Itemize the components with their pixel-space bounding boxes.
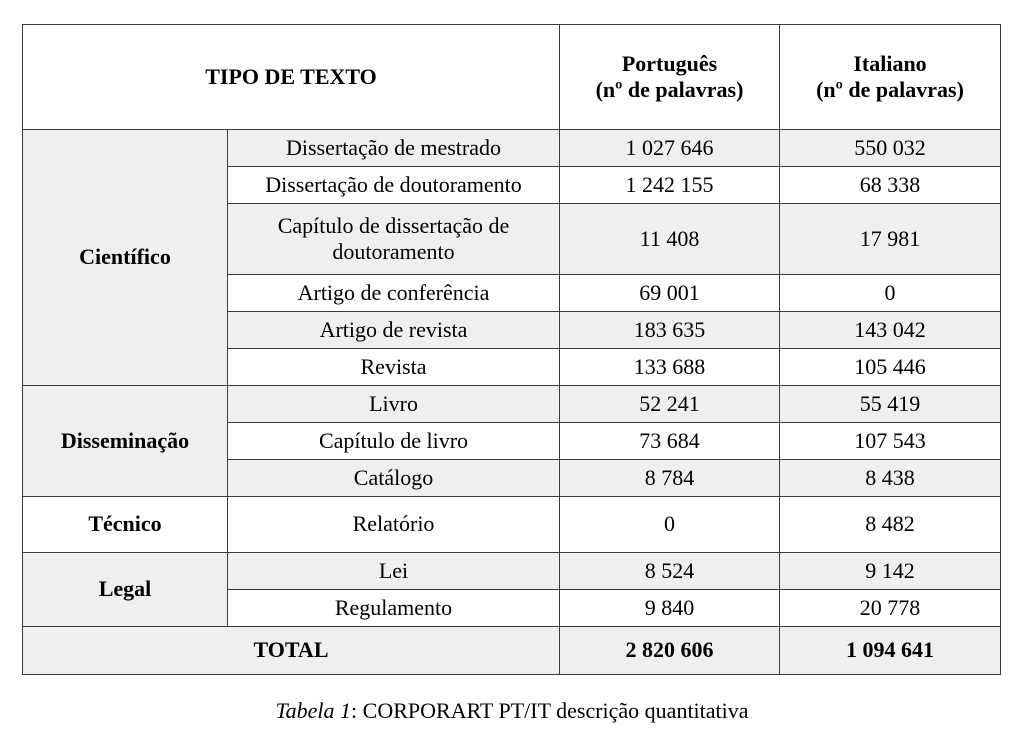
- portuguese-count: 9 840: [560, 590, 780, 627]
- category-disseminacao: Disseminação: [23, 386, 228, 497]
- total-portuguese: 2 820 606: [560, 627, 780, 675]
- italian-count: 55 419: [780, 386, 1001, 423]
- portuguese-count: 1 027 646: [560, 130, 780, 167]
- category-tecnico: Técnico: [23, 497, 228, 553]
- table-caption: [0, 698, 1024, 724]
- table-row: [23, 553, 1001, 590]
- italian-count: 8 438: [780, 460, 1001, 497]
- header-portuguese: Português (nº de palavras): [560, 25, 780, 130]
- italian-count: 8 482: [780, 497, 1001, 553]
- total-label: TOTAL: [23, 627, 560, 675]
- portuguese-count: 133 688: [560, 349, 780, 386]
- caption-text: : CORPORART PT/IT descrição quantitativa: [351, 698, 749, 723]
- text-type-cell: Revista: [228, 349, 560, 386]
- italian-count: 17 981: [780, 204, 1001, 275]
- header-text-type: TIPO DE TEXTO: [23, 25, 560, 130]
- italian-count: 68 338: [780, 167, 1001, 204]
- text-type-cell: [228, 204, 560, 275]
- italian-count: 107 543: [780, 423, 1001, 460]
- text-type-cell: Catálogo: [228, 460, 560, 497]
- text-type-cell: Regulamento: [228, 590, 560, 627]
- text-type-label: Capítulo de dissertação de doutoramento: [277, 212, 510, 264]
- category-legal: Legal: [23, 553, 228, 627]
- italian-count: 550 032: [780, 130, 1001, 167]
- portuguese-count: 52 241: [560, 386, 780, 423]
- italian-count: 20 778: [780, 590, 1001, 627]
- total-italian: 1 094 641: [780, 627, 1001, 675]
- text-type-cell: Livro: [228, 386, 560, 423]
- portuguese-count: 69 001: [560, 275, 780, 312]
- text-type-cell: Capítulo de livro: [228, 423, 560, 460]
- category-cientifico: Científico: [23, 130, 228, 386]
- portuguese-count: 73 684: [560, 423, 780, 460]
- header-row: [23, 25, 1001, 130]
- text-type-cell: Lei: [228, 553, 560, 590]
- text-type-cell: Dissertação de mestrado: [228, 130, 560, 167]
- portuguese-count: 1 242 155: [560, 167, 780, 204]
- italian-count: 143 042: [780, 312, 1001, 349]
- italian-count: 9 142: [780, 553, 1001, 590]
- portuguese-count: 0: [560, 497, 780, 553]
- portuguese-count: 11 408: [560, 204, 780, 275]
- text-type-cell: Relatório: [228, 497, 560, 553]
- portuguese-count: 8 524: [560, 553, 780, 590]
- portuguese-count: 183 635: [560, 312, 780, 349]
- table-row: [23, 497, 1001, 553]
- text-type-cell: Dissertação de doutoramento: [228, 167, 560, 204]
- total-row: [23, 627, 1001, 675]
- caption-label: Tabela 1: [275, 698, 352, 723]
- header-italian: Italiano (nº de palavras): [780, 25, 1001, 130]
- text-type-cell: Artigo de conferência: [228, 275, 560, 312]
- table-row: [23, 386, 1001, 423]
- italian-count: 105 446: [780, 349, 1001, 386]
- table-row: [23, 130, 1001, 167]
- word-count-table: [22, 24, 1001, 675]
- italian-count: 0: [780, 275, 1001, 312]
- text-type-cell: Artigo de revista: [228, 312, 560, 349]
- portuguese-count: 8 784: [560, 460, 780, 497]
